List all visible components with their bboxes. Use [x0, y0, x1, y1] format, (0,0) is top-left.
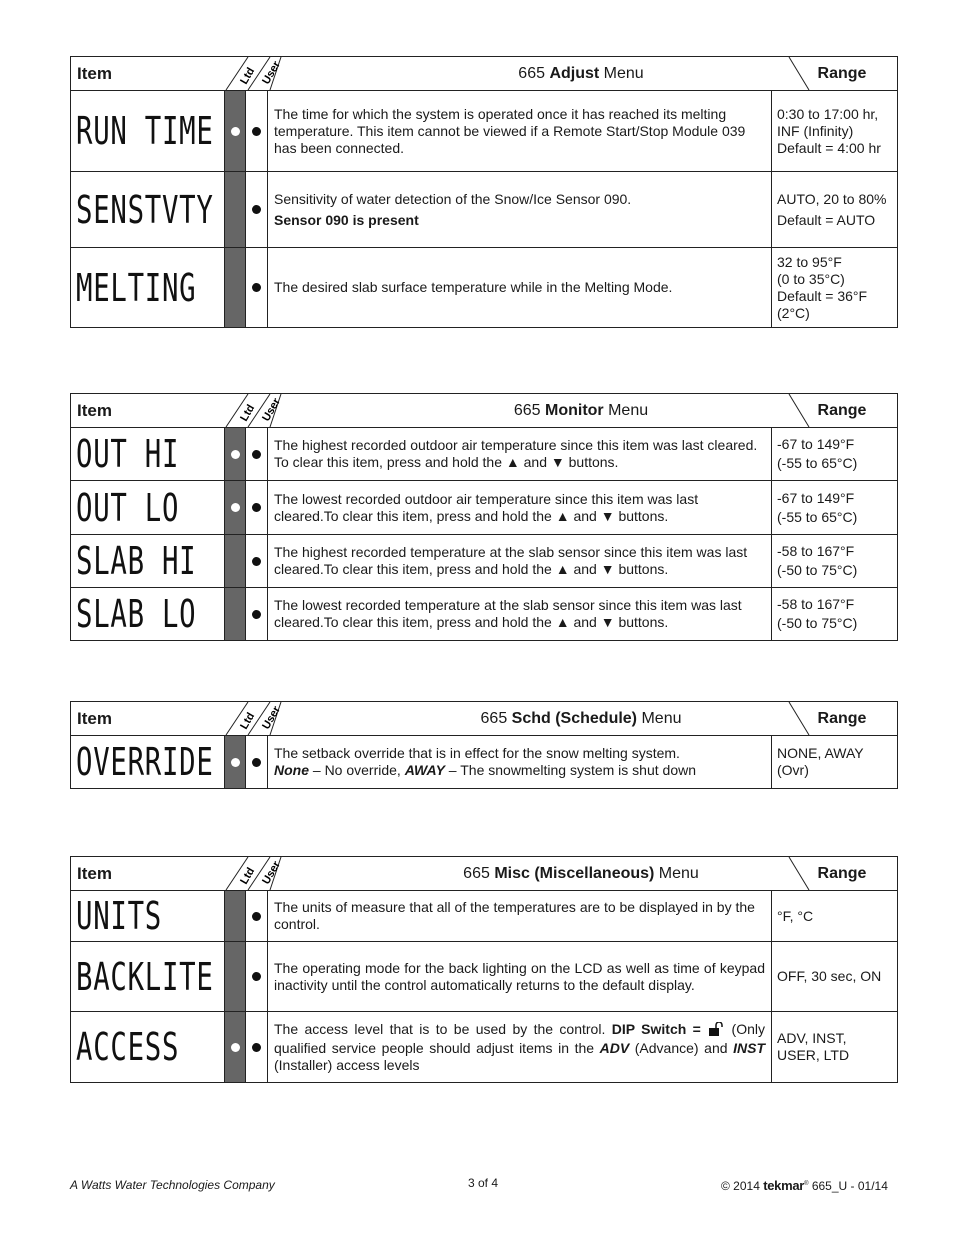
user-access-cell	[246, 91, 268, 171]
lcd-item-code: MELTING	[76, 265, 197, 310]
item-range	[772, 428, 897, 480]
item-description	[268, 1012, 772, 1082]
lock-icon	[707, 1022, 725, 1040]
menu-row	[71, 736, 897, 788]
user-access-dot-icon	[252, 503, 261, 512]
description-segment: AWAY	[404, 762, 445, 778]
lid-access-dot-icon	[231, 127, 240, 136]
user-column-header: User	[260, 859, 283, 887]
range-value: OFF, 30 sec, ON	[777, 968, 882, 984]
footer-copyright: © 2014 tekmar® 665_U - 01/14	[721, 1178, 888, 1193]
lid-column-header: Ltd	[238, 865, 258, 887]
lid-access-dot-icon	[231, 1043, 240, 1052]
range-value: (0 to 35°C)	[777, 270, 845, 287]
description-segment: None	[274, 762, 309, 778]
lcd-item-cell	[71, 248, 225, 327]
range-column-header: Range	[817, 710, 867, 727]
range-value: (2°C)	[777, 304, 810, 321]
lid-access-cell	[225, 942, 246, 1011]
menu-title	[321, 402, 841, 420]
item-description	[268, 535, 772, 587]
user-access-dot-icon	[252, 450, 261, 459]
user-access-cell	[246, 942, 268, 1011]
lcd-item-cell	[71, 535, 225, 587]
description-text: The operating mode for the back lighting on the LCD as well as time of keypad inactivity until the control automatically returns to the default display.	[274, 959, 765, 993]
menu-row	[71, 481, 897, 535]
menu-row	[71, 588, 897, 640]
description-text: The time for which the system is operated once it has reached its melting temperature. This item cannot be viewed if a Remote Start/Stop Module 039 has been connected.	[274, 105, 746, 156]
menu-title	[321, 710, 841, 728]
user-column-header: User	[260, 59, 283, 87]
user-column-header: User	[260, 396, 283, 424]
user-access-dot-icon	[252, 283, 261, 292]
lcd-item-code: OUT HI	[76, 432, 180, 476]
lcd-item-code: SLAB HI	[76, 539, 197, 583]
item-range	[772, 481, 897, 534]
menu-suffix: Menu	[637, 710, 682, 727]
menu-suffix: Menu	[599, 65, 644, 82]
lid-access-cell	[225, 428, 246, 480]
lid-access-cell	[225, 248, 246, 327]
user-access-dot-icon	[252, 610, 261, 619]
description-text: The lowest recorded temperature at the slab sensor since this item was last cleared.To clear this item, press and hold the ▲ and ▼ buttons.	[274, 597, 742, 630]
item-range	[772, 172, 897, 247]
menu-number: 665	[518, 65, 550, 82]
menu-suffix: Menu	[654, 865, 699, 882]
description-segment: (Only qualified service people should adjust items in the	[274, 1020, 765, 1056]
range-value: INF (Infinity)	[777, 122, 854, 139]
menu-name: Monitor	[545, 402, 604, 419]
lcd-item-cell	[71, 172, 225, 247]
item-description	[268, 428, 772, 480]
item-range	[772, 248, 897, 327]
description-segment: ADV	[599, 1039, 630, 1056]
description-segment: – No override,	[309, 762, 405, 778]
item-column-header: Item	[77, 864, 112, 883]
user-access-dot-icon	[252, 972, 261, 981]
description-text: The units of measure that all of the temperatures are to be displayed in by the control.	[274, 899, 755, 932]
description-text: The desired slab surface temperature while in the Melting Mode.	[274, 279, 673, 295]
menu-suffix: Menu	[603, 402, 649, 419]
item-column-header: Item	[77, 709, 112, 728]
lcd-item-cell	[71, 428, 225, 480]
range-column-header: Range	[817, 402, 867, 419]
item-range	[772, 535, 897, 587]
item-range	[772, 588, 897, 640]
item-description	[268, 91, 772, 171]
item-description	[268, 736, 772, 788]
description-text: The highest recorded outdoor air temperature since this item was last cleared. To clear this item, press and hold the ▲ and ▼ buttons.	[274, 437, 758, 470]
lid-column-header: Ltd	[238, 65, 258, 87]
user-access-cell	[246, 588, 268, 640]
description-text: The lowest recorded outdoor air temperature since this item was last cleared.To clear this item, press and hold the ▲ and ▼ buttons.	[274, 490, 699, 524]
lid-column-header: Ltd	[238, 710, 258, 732]
menu-row	[71, 891, 897, 942]
menu-number: 665	[480, 710, 512, 727]
menu-name: Adjust	[549, 65, 600, 82]
menu-header	[71, 857, 897, 891]
menu-table-monitor	[70, 393, 898, 641]
lcd-item-code: RUN TIME	[76, 109, 214, 153]
range-value: AUTO, 20 to 80%	[777, 190, 887, 207]
item-column-header: Item	[77, 64, 112, 83]
menu-title	[321, 865, 841, 883]
menu-row	[71, 535, 897, 588]
lid-access-cell	[225, 736, 246, 788]
menu-number: 665	[513, 402, 545, 419]
menu-row	[71, 942, 897, 1012]
menu-header	[71, 702, 897, 736]
footer-page-number: 3 of 4	[468, 1176, 499, 1190]
lid-access-cell	[225, 1012, 246, 1082]
description-segment: – The snowmelting system is shut down	[444, 762, 696, 778]
lcd-item-cell	[71, 891, 225, 941]
range-value: (-55 to 65°C)	[777, 508, 858, 525]
user-access-dot-icon	[252, 205, 261, 214]
menu-title	[321, 65, 841, 83]
description-segment: DIP Switch =	[611, 1020, 708, 1037]
range-value: -67 to 149°F	[777, 436, 855, 452]
menu-name: Misc (Miscellaneous)	[494, 865, 655, 882]
brand-logo: tekmar	[763, 1178, 805, 1193]
lcd-item-code: OVERRIDE	[76, 740, 214, 784]
menu-header	[71, 394, 897, 428]
range-value: Default = 36°F	[777, 287, 868, 304]
user-access-cell	[246, 736, 268, 788]
lcd-item-cell	[71, 1012, 225, 1082]
menu-row	[71, 91, 897, 172]
item-description	[268, 588, 772, 640]
range-value: Default = AUTO	[777, 211, 876, 228]
user-access-cell	[246, 535, 268, 587]
description-segment: (Installer) access levels	[274, 1056, 420, 1073]
range-value: -58 to 167°F	[777, 543, 855, 559]
item-range	[772, 891, 897, 941]
user-column-header: User	[260, 704, 283, 732]
lid-access-dot-icon	[231, 503, 240, 512]
lid-access-dot-icon	[231, 758, 240, 767]
description-text: The highest recorded temperature at the slab sensor since this item was last cleared.To clear this item, press and hold the ▲ and ▼ buttons.	[274, 544, 748, 577]
item-column-header: Item	[77, 401, 112, 420]
user-access-dot-icon	[252, 758, 261, 767]
lcd-item-cell	[71, 481, 225, 534]
range-value: (-50 to 75°C)	[777, 615, 858, 631]
description-text: Sensitivity of water detection of the Snow/Ice Sensor 090.	[274, 190, 632, 207]
lid-access-cell	[225, 172, 246, 247]
lcd-item-code: SENSTVTY	[76, 187, 214, 232]
menu-row	[71, 1012, 897, 1082]
lcd-item-cell	[71, 736, 225, 788]
user-access-cell	[246, 891, 268, 941]
range-value: °F, °C	[777, 907, 814, 924]
user-access-cell	[246, 248, 268, 327]
range-value: 32 to 95°F	[777, 253, 842, 270]
range-value: (Ovr)	[777, 762, 809, 778]
description-rich-text	[274, 1021, 765, 1074]
range-column-header: Range	[817, 865, 867, 882]
user-access-dot-icon	[252, 127, 261, 136]
menu-table-schd	[70, 701, 898, 789]
user-access-dot-icon	[252, 912, 261, 921]
copyright-text: © 2014	[721, 1179, 760, 1193]
range-value: -58 to 167°F	[777, 596, 855, 612]
item-range	[772, 91, 897, 171]
range-value: -67 to 149°F	[777, 489, 855, 506]
item-description	[268, 942, 772, 1011]
user-access-cell	[246, 1012, 268, 1082]
menu-row	[71, 248, 897, 327]
item-range	[772, 736, 897, 788]
description-segment: The access level that is to be used by the control.	[274, 1020, 612, 1037]
lcd-item-cell	[71, 91, 225, 171]
menu-table-misc	[70, 856, 898, 1083]
range-value: NONE, AWAY	[777, 745, 864, 761]
item-description	[268, 172, 772, 247]
item-range	[772, 942, 897, 1011]
lcd-item-cell	[71, 942, 225, 1011]
menu-row	[71, 172, 897, 248]
menu-row	[71, 428, 897, 481]
menu-table-adjust	[70, 56, 898, 328]
description-note: Sensor 090 is present	[274, 211, 419, 228]
description-segment: INST	[733, 1039, 765, 1056]
lid-access-cell	[225, 535, 246, 587]
description-rich-text	[274, 762, 765, 779]
lcd-item-code: ACCESS	[76, 1025, 180, 1069]
range-value: (-50 to 75°C)	[777, 562, 858, 578]
lcd-item-code: UNITS	[76, 894, 162, 938]
lcd-item-code: BACKLITE	[76, 954, 214, 999]
item-description	[268, 891, 772, 941]
range-column-header: Range	[817, 65, 867, 82]
lcd-item-code: OUT LO	[76, 485, 180, 530]
lid-access-cell	[225, 891, 246, 941]
item-description	[268, 481, 772, 534]
menu-number: 665	[463, 865, 495, 882]
footer-company: A Watts Water Technologies Company	[70, 1178, 275, 1192]
lid-access-dot-icon	[231, 450, 240, 459]
item-description	[268, 248, 772, 327]
user-access-cell	[246, 172, 268, 247]
lcd-item-cell	[71, 588, 225, 640]
item-range	[772, 1012, 897, 1082]
user-access-cell	[246, 428, 268, 480]
description-text: The setback override that is in effect for the snow melting system.	[274, 745, 680, 761]
lcd-item-code: SLAB LO	[76, 592, 197, 636]
lid-access-cell	[225, 481, 246, 534]
range-value: USER, LTD	[777, 1047, 850, 1063]
lid-access-cell	[225, 588, 246, 640]
description-segment: (Advance) and	[629, 1039, 734, 1056]
range-value: ADV, INST,	[777, 1030, 847, 1046]
lid-access-cell	[225, 91, 246, 171]
menu-header	[71, 57, 897, 91]
menu-name: Schd (Schedule)	[511, 710, 638, 727]
user-access-cell	[246, 481, 268, 534]
range-value: Default = 4:00 hr	[777, 139, 881, 156]
lid-column-header: Ltd	[238, 402, 258, 424]
range-value: 0:30 to 17:00 hr,	[777, 105, 879, 122]
user-access-dot-icon	[252, 557, 261, 566]
user-access-dot-icon	[252, 1043, 261, 1052]
document-code: 665_U - 01/14	[811, 1179, 888, 1193]
range-value: (-55 to 65°C)	[777, 455, 858, 471]
